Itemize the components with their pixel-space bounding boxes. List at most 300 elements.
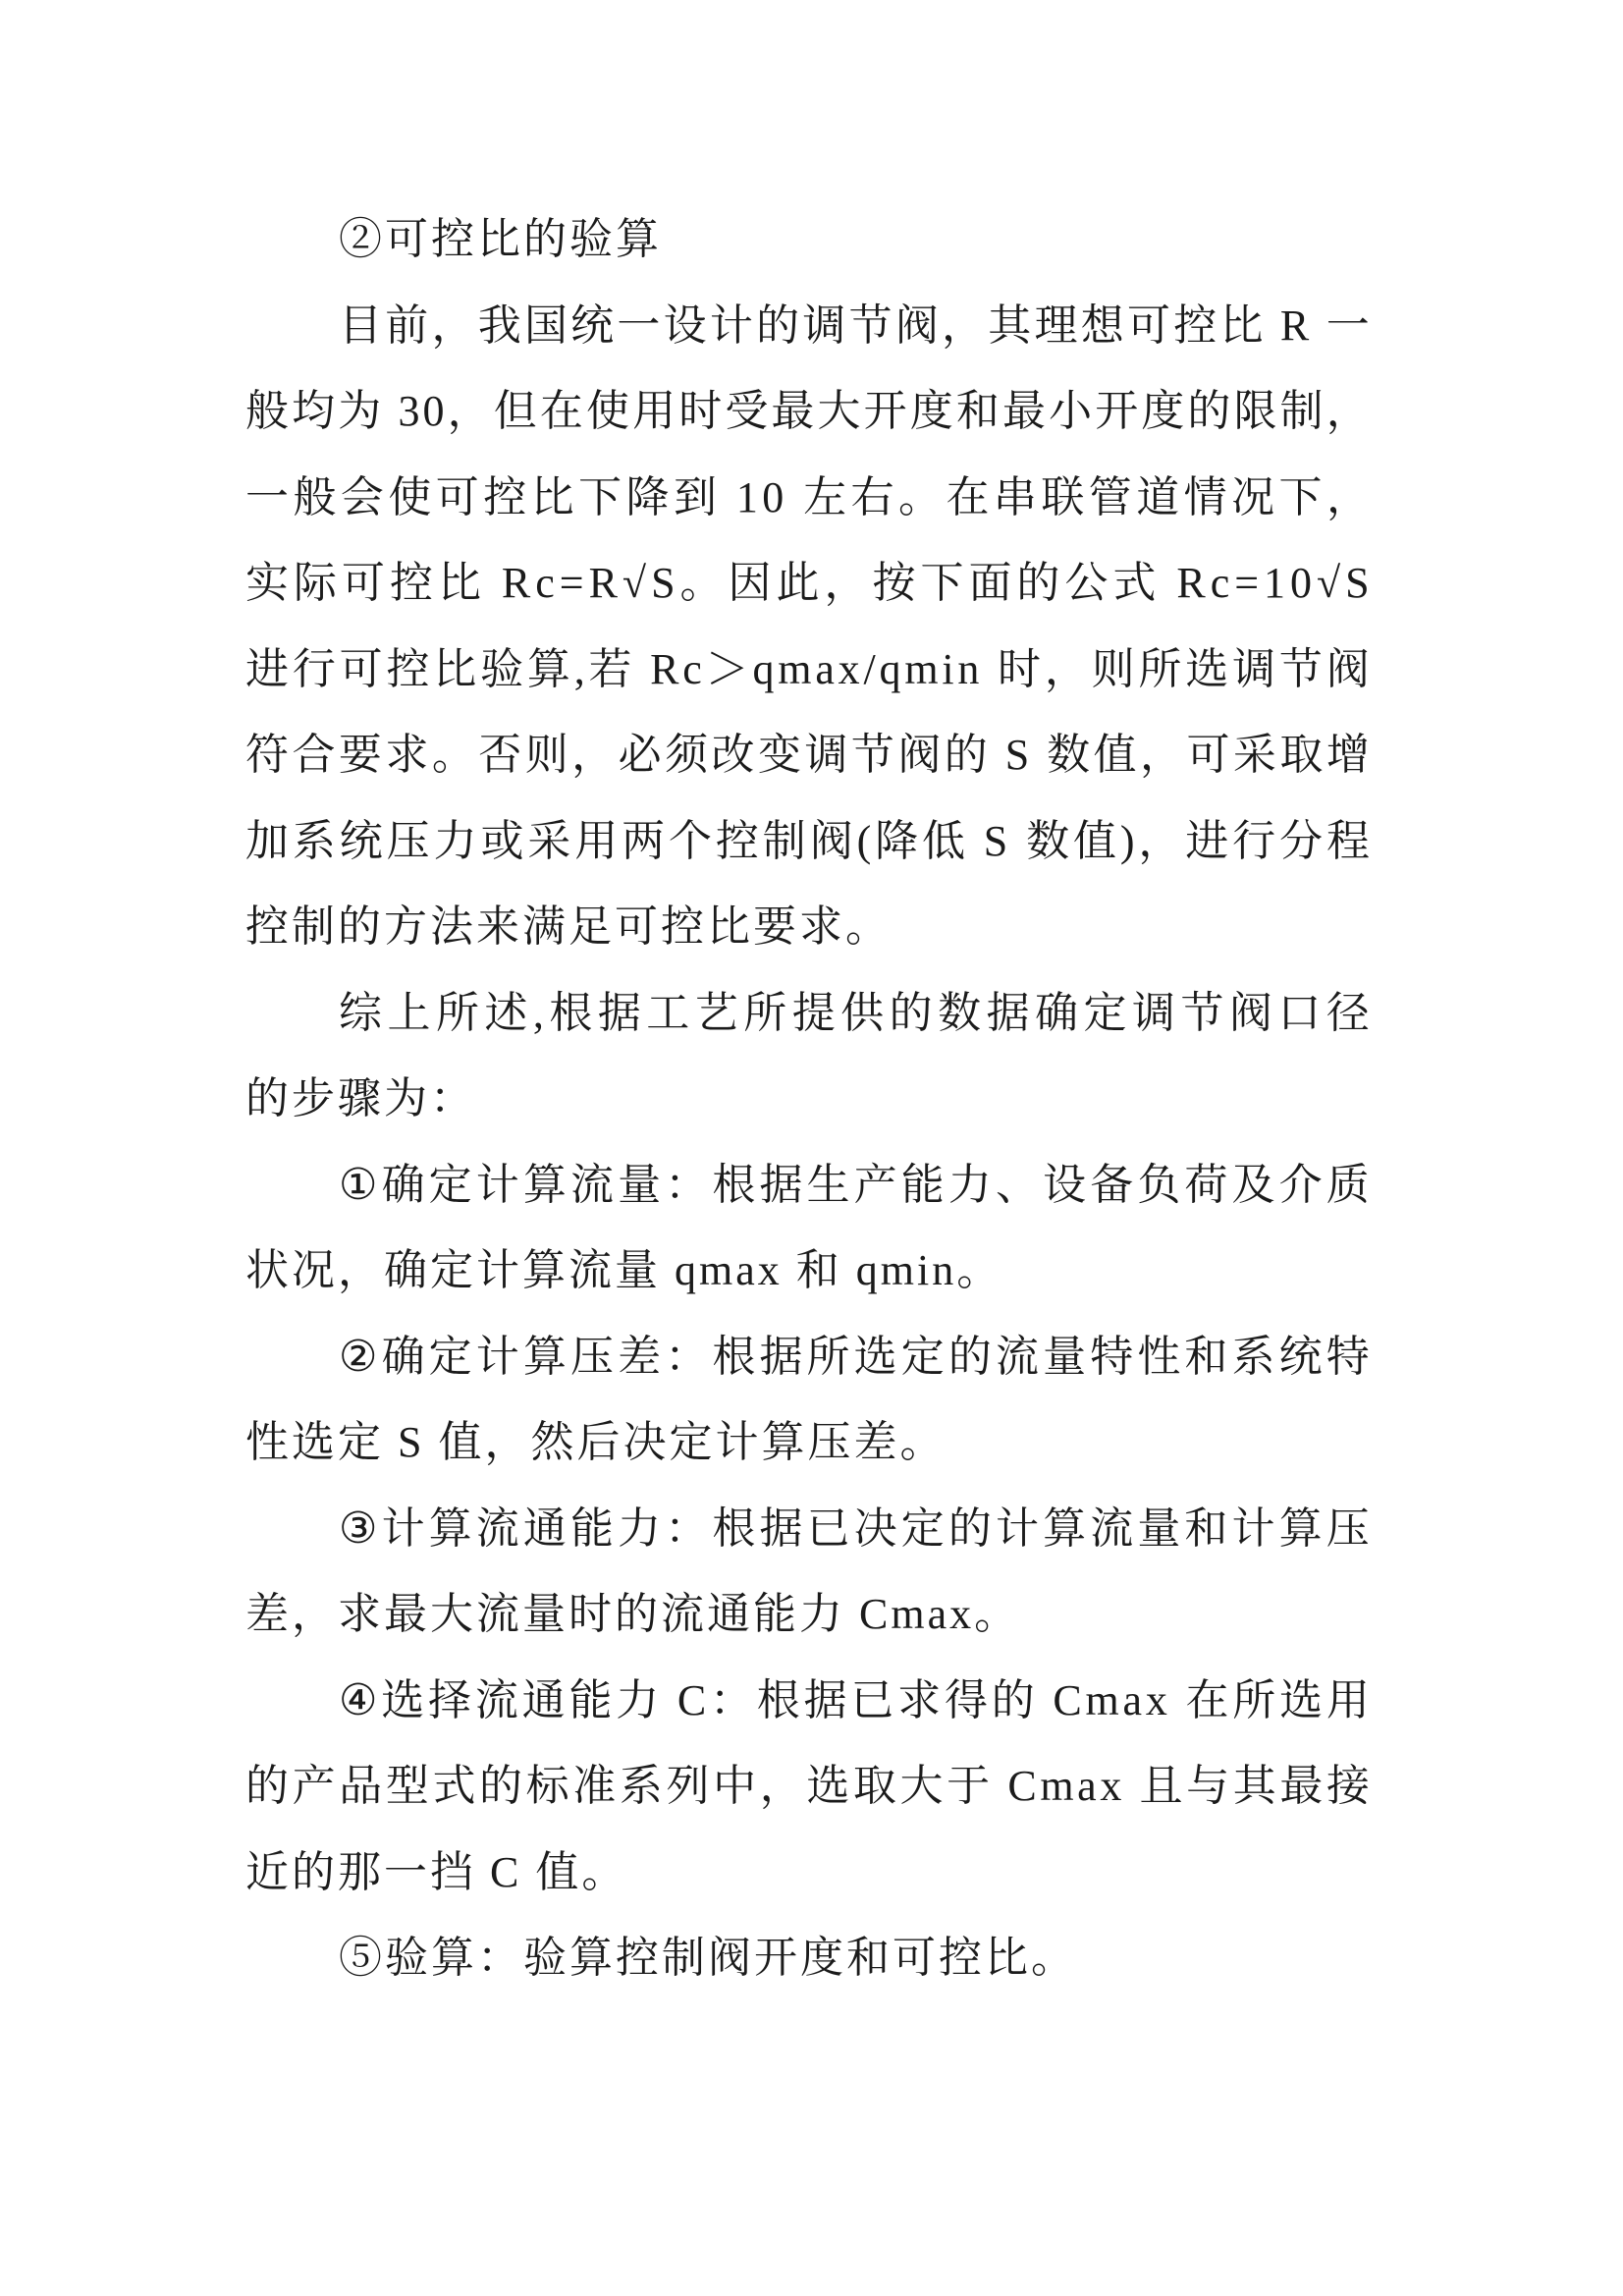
glyph: 特 — [1090, 1332, 1134, 1381]
glyph: 所 — [743, 988, 787, 1037]
glyph: m — [1085, 1675, 1119, 1724]
glyph — [1011, 798, 1022, 885]
glyph — [663, 1658, 674, 1744]
glyph: 但 — [493, 387, 537, 435]
glyph: 选 — [806, 1762, 850, 1810]
glyph: c — [1210, 559, 1230, 607]
glyph: 可 — [341, 559, 385, 607]
glyph: 为 — [338, 387, 382, 435]
glyph: 力 — [618, 1503, 662, 1553]
glyph: ： — [665, 1160, 709, 1209]
glyph: = — [1234, 559, 1260, 607]
glyph: 会 — [340, 472, 384, 521]
glyph: C — [676, 1675, 707, 1724]
glyph: 1 — [1264, 559, 1286, 607]
glyph: 右 — [850, 472, 894, 521]
glyph: ③ — [339, 1503, 378, 1553]
glyph: R — [1279, 301, 1310, 350]
glyph: 制 — [1279, 387, 1324, 435]
glyph: 流 — [570, 1160, 614, 1209]
text-line — [245, 283, 1370, 369]
glyph: / — [863, 644, 876, 693]
glyph: 定 — [1083, 988, 1127, 1037]
glyph: 节 — [1180, 988, 1224, 1037]
text-line: 近的那一挡 C 值。 — [245, 1847, 628, 1896]
glyph: 调 — [1131, 988, 1175, 1037]
glyph: 度 — [1141, 387, 1185, 435]
glyph: 其 — [1232, 1762, 1276, 1810]
glyph: 根 — [712, 1332, 756, 1381]
glyph: 力 — [616, 1675, 660, 1724]
glyph: 且 — [1139, 1762, 1183, 1810]
glyph: 、 — [995, 1160, 1039, 1209]
glyph: 统 — [570, 301, 615, 350]
glyph: 改 — [711, 731, 755, 779]
glyph: 否 — [478, 731, 522, 779]
glyph — [1033, 712, 1044, 798]
text-line: 状况，确定计算流量 qmax 和 qmin。 — [245, 1246, 1003, 1294]
glyph: ， — [431, 301, 475, 350]
glyph: 管 — [1088, 472, 1132, 521]
glyph: 必 — [618, 731, 662, 779]
glyph: 个 — [669, 816, 713, 865]
glyph: 压 — [570, 1332, 614, 1381]
text-block — [245, 196, 1370, 2001]
glyph: 道 — [1136, 472, 1180, 521]
glyph: 比 — [433, 644, 477, 693]
glyph: 算 — [522, 1160, 567, 1209]
glyph: , — [573, 644, 585, 693]
glyph — [486, 540, 497, 627]
text-line: ⑤验算：验算控制阀开度和可控比。 — [339, 1934, 1077, 1982]
glyph: 际 — [293, 559, 337, 607]
text-line: 差，求最大流量时的流通能力 Cmax。 — [245, 1590, 1021, 1638]
glyph: 进 — [245, 644, 289, 693]
glyph: 负 — [1137, 1160, 1181, 1209]
glyph: 均 — [292, 387, 336, 435]
glyph: 下 — [920, 559, 964, 607]
glyph: m — [778, 644, 812, 693]
glyph: 确 — [381, 1332, 425, 1381]
glyph: ① — [339, 1160, 378, 1209]
glyph: 量 — [1043, 1332, 1087, 1381]
glyph: C — [1007, 1762, 1037, 1810]
glyph: 据 — [597, 988, 641, 1037]
glyph: 定 — [900, 1503, 945, 1553]
glyph: c — [535, 559, 555, 607]
glyph: 其 — [988, 301, 1032, 350]
glyph: 已 — [850, 1675, 894, 1724]
glyph: 0 — [1290, 559, 1313, 607]
glyph: 符 — [245, 731, 289, 779]
glyph: ， — [824, 559, 868, 607]
glyph: 艺 — [694, 988, 738, 1037]
glyph: ④ — [339, 1675, 378, 1724]
glyph: 调 — [804, 731, 848, 779]
glyph: 及 — [1231, 1160, 1275, 1209]
glyph: 工 — [646, 988, 690, 1037]
glyph: 综 — [339, 988, 382, 1037]
glyph: 准 — [572, 1762, 617, 1810]
glyph: 两 — [622, 816, 666, 865]
glyph: 开 — [1095, 387, 1139, 435]
glyph: 低 — [922, 816, 966, 865]
glyph: 于 — [947, 1762, 991, 1810]
glyph: 下 — [1278, 472, 1323, 521]
glyph: 节 — [1278, 644, 1323, 693]
glyph: 接 — [1325, 1762, 1370, 1810]
glyph: 情 — [1183, 472, 1227, 521]
glyph: R — [650, 644, 679, 693]
glyph: 下 — [578, 472, 622, 521]
glyph: 。 — [431, 731, 475, 779]
glyph: 阀 — [1228, 988, 1272, 1037]
glyph: 荷 — [1184, 1160, 1228, 1209]
glyph: 品 — [339, 1762, 383, 1810]
glyph: 若 — [588, 644, 632, 693]
glyph: 计 — [1231, 1503, 1275, 1553]
glyph: S — [651, 559, 676, 607]
glyph: 最 — [771, 387, 815, 435]
glyph: 的 — [1187, 387, 1231, 435]
glyph: i — [942, 644, 954, 693]
glyph: 系 — [1231, 1332, 1275, 1381]
glyph: 变 — [757, 731, 801, 779]
glyph: 量 — [1137, 1503, 1181, 1553]
glyph: 据 — [803, 1675, 847, 1724]
glyph: 性 — [1137, 1332, 1181, 1381]
glyph: 提 — [791, 988, 836, 1037]
glyph: 统 — [1278, 1332, 1323, 1381]
glyph: 与 — [1186, 1762, 1230, 1810]
glyph: 受 — [725, 387, 769, 435]
glyph: 前 — [385, 301, 429, 350]
glyph: 计 — [475, 1332, 519, 1381]
glyph: ， — [1138, 816, 1182, 865]
glyph: 介 — [1278, 1160, 1323, 1209]
text-line — [245, 627, 1370, 713]
glyph: q — [879, 644, 901, 693]
glyph: 和 — [955, 387, 1000, 435]
glyph: 用 — [1325, 1675, 1370, 1724]
glyph: ， — [1044, 644, 1088, 693]
glyph: 调 — [1232, 644, 1276, 693]
glyph: 数 — [938, 988, 982, 1037]
glyph: 在 — [1185, 1675, 1229, 1724]
glyph: 数 — [1026, 816, 1070, 865]
glyph — [635, 627, 646, 713]
glyph: 的 — [245, 1762, 289, 1810]
glyph: 决 — [853, 1503, 897, 1553]
glyph: 时 — [678, 387, 723, 435]
glyph: 。 — [679, 559, 724, 607]
glyph: S — [1345, 559, 1370, 607]
glyph: 公 — [1064, 559, 1109, 607]
glyph: 。 — [898, 472, 942, 521]
glyph: 的 — [947, 1503, 992, 1553]
glyph: 择 — [428, 1675, 472, 1724]
glyph: 式 — [1112, 559, 1157, 607]
glyph: 节 — [850, 731, 894, 779]
glyph: 口 — [1277, 988, 1322, 1037]
glyph: 大 — [899, 1762, 944, 1810]
text-line — [245, 1658, 1370, 1744]
glyph: 制 — [762, 816, 806, 865]
glyph: 所 — [435, 988, 479, 1037]
glyph: 我 — [477, 301, 521, 350]
glyph: 计 — [381, 1503, 425, 1553]
glyph: 此 — [776, 559, 820, 607]
glyph: 型 — [385, 1762, 429, 1810]
glyph: 流 — [475, 1503, 519, 1553]
glyph: x — [1100, 1762, 1122, 1810]
glyph: 系 — [619, 1762, 663, 1810]
glyph: 行 — [1232, 816, 1276, 865]
glyph: 进 — [1185, 816, 1229, 865]
glyph: 可 — [1126, 301, 1170, 350]
glyph: 串 — [993, 472, 1037, 521]
glyph: 的 — [991, 1675, 1035, 1724]
glyph: 况 — [1231, 472, 1275, 521]
glyph: 实 — [245, 559, 289, 607]
glyph: 统 — [339, 816, 383, 865]
glyph: 流 — [1090, 1503, 1134, 1553]
glyph: 值 — [1072, 816, 1116, 865]
glyph: 求 — [385, 731, 429, 779]
glyph: 的 — [479, 1762, 523, 1810]
glyph: ： — [665, 1503, 709, 1553]
glyph: ： — [665, 1332, 709, 1381]
glyph: 使 — [585, 387, 629, 435]
glyph: 根 — [756, 1675, 800, 1724]
glyph: 能 — [568, 1675, 613, 1724]
glyph — [1161, 540, 1171, 627]
glyph: 最 — [1001, 387, 1046, 435]
glyph: 使 — [388, 472, 432, 521]
glyph: R — [501, 559, 531, 607]
glyph: 因 — [728, 559, 772, 607]
glyph: 程 — [1325, 816, 1370, 865]
glyph: ) — [1119, 816, 1135, 865]
glyph: 值 — [1093, 731, 1137, 779]
glyph: 面 — [968, 559, 1012, 607]
glyph: 标 — [525, 1762, 569, 1810]
glyph: 0 — [422, 387, 445, 435]
glyph — [969, 798, 980, 885]
glyph: 的 — [944, 731, 988, 779]
text-line — [245, 712, 1370, 798]
glyph: x — [838, 644, 860, 693]
glyph: 阀 — [897, 731, 942, 779]
glyph: 比 — [530, 472, 574, 521]
glyph: 差 — [618, 1332, 662, 1381]
glyph: 般 — [293, 472, 337, 521]
glyph: 度 — [909, 387, 953, 435]
glyph: a — [1077, 1762, 1097, 1810]
glyph: 力 — [947, 1160, 992, 1209]
glyph: 须 — [665, 731, 709, 779]
glyph — [384, 368, 395, 455]
glyph: 降 — [625, 472, 670, 521]
glyph: 在 — [946, 472, 990, 521]
glyph: 算 — [428, 1503, 472, 1553]
glyph: 上 — [387, 988, 431, 1037]
glyph: 目 — [339, 301, 382, 350]
text-line: 性选定 S 值，然后决定计算压差。 — [245, 1418, 947, 1466]
glyph: 通 — [522, 1503, 567, 1553]
glyph: 计 — [995, 1503, 1039, 1553]
glyph: 和 — [1184, 1332, 1228, 1381]
glyph: 选 — [1185, 644, 1229, 693]
glyph: , — [532, 988, 544, 1037]
glyph: 备 — [1090, 1160, 1134, 1209]
glyph: 大 — [817, 387, 861, 435]
glyph: C — [1053, 1675, 1082, 1724]
glyph — [991, 712, 1001, 798]
glyph: 在 — [539, 387, 583, 435]
glyph: 计 — [709, 301, 753, 350]
glyph: ， — [759, 1762, 803, 1810]
glyph: 的 — [756, 301, 800, 350]
glyph: 般 — [245, 387, 289, 435]
glyph: R — [1176, 559, 1206, 607]
glyph: 开 — [863, 387, 907, 435]
glyph: a — [1122, 1675, 1143, 1724]
glyph: 选 — [381, 1675, 425, 1724]
glyph: 用 — [574, 816, 619, 865]
glyph: 选 — [853, 1332, 897, 1381]
glyph: 增 — [1325, 731, 1370, 779]
glyph: 的 — [889, 988, 933, 1037]
glyph: 选 — [1279, 1675, 1324, 1724]
glyph: a — [815, 644, 835, 693]
glyph: 调 — [802, 301, 846, 350]
glyph: 联 — [1041, 472, 1085, 521]
glyph — [1267, 283, 1277, 369]
text-line — [245, 1314, 1370, 1400]
glyph: 据 — [759, 1503, 803, 1553]
glyph: 和 — [1184, 1503, 1228, 1553]
glyph: 生 — [806, 1160, 850, 1209]
glyph: 可 — [339, 644, 383, 693]
glyph: 采 — [527, 816, 571, 865]
glyph — [994, 1743, 1004, 1830]
glyph: ， — [1140, 731, 1183, 779]
glyph: x — [1145, 1675, 1167, 1724]
text-line — [245, 1142, 1370, 1229]
glyph: 中 — [713, 1762, 757, 1810]
text-line — [245, 1486, 1370, 1572]
glyph: √ — [1317, 559, 1341, 607]
glyph: 流 — [474, 1675, 518, 1724]
text-line — [245, 368, 1370, 455]
glyph — [1039, 1658, 1050, 1744]
glyph — [1125, 1743, 1136, 1830]
glyph: 控 — [715, 816, 759, 865]
glyph: 确 — [381, 1160, 425, 1209]
glyph — [788, 455, 799, 541]
glyph: 左 — [803, 472, 847, 521]
glyph: 0 — [762, 472, 784, 521]
text-line — [245, 455, 1370, 541]
glyph: 阀 — [1325, 644, 1370, 693]
glyph: 量 — [618, 1160, 662, 1209]
glyph: 力 — [433, 816, 477, 865]
glyph: 可 — [435, 472, 479, 521]
glyph: 则 — [524, 731, 568, 779]
glyph: 压 — [1325, 1503, 1370, 1553]
glyph: 所 — [1232, 1675, 1276, 1724]
glyph: 按 — [872, 559, 916, 607]
glyph: 限 — [1233, 387, 1277, 435]
glyph: 定 — [428, 1160, 472, 1209]
glyph — [721, 455, 731, 541]
glyph: 最 — [1279, 1762, 1324, 1810]
glyph: 3 — [398, 387, 420, 435]
glyph: 时 — [998, 644, 1042, 693]
text-line: 控制的方法来满足可控比要求。 — [245, 902, 892, 951]
glyph: 数 — [1047, 731, 1091, 779]
glyph: 得 — [944, 1675, 988, 1724]
glyph: ＞ — [705, 644, 749, 693]
glyph: 想 — [1080, 301, 1124, 350]
glyph: S — [1004, 731, 1030, 779]
glyph: 一 — [245, 472, 289, 521]
glyph: √ — [622, 559, 647, 607]
glyph: 取 — [1279, 731, 1324, 779]
text-line — [245, 540, 1370, 627]
glyph: R — [588, 559, 618, 607]
glyph: ， — [1325, 472, 1370, 521]
glyph: 用 — [632, 387, 676, 435]
glyph: 根 — [549, 988, 593, 1037]
glyph — [983, 627, 994, 713]
glyph: 产 — [292, 1762, 336, 1810]
glyph: 比 — [437, 559, 481, 607]
glyph: 算 — [522, 1332, 567, 1381]
glyph: = — [559, 559, 584, 607]
glyph: 已 — [806, 1503, 850, 1553]
glyph: 取 — [852, 1762, 896, 1810]
glyph: 据 — [759, 1332, 803, 1381]
glyph: m — [1040, 1762, 1074, 1810]
text-line — [245, 1743, 1370, 1830]
glyph: 比 — [1219, 301, 1264, 350]
glyph: 验 — [480, 644, 524, 693]
glyph: n — [957, 644, 980, 693]
glyph: 节 — [848, 301, 893, 350]
glyph: ， — [1325, 387, 1370, 435]
glyph: 定 — [428, 1332, 472, 1381]
glyph: 列 — [666, 1762, 710, 1810]
glyph: 流 — [995, 1332, 1039, 1381]
glyph: 小 — [1049, 387, 1093, 435]
glyph: 能 — [900, 1160, 945, 1209]
glyph: ： — [709, 1675, 753, 1724]
glyph: 算 — [1043, 1503, 1087, 1553]
glyph: 或 — [480, 816, 524, 865]
glyph: 阀 — [809, 816, 853, 865]
glyph: 能 — [570, 1503, 614, 1553]
glyph: 一 — [1325, 301, 1370, 350]
glyph: 算 — [1278, 1503, 1323, 1553]
glyph: 特 — [1325, 1332, 1370, 1381]
glyph: 通 — [521, 1675, 566, 1724]
glyph: 国 — [523, 301, 568, 350]
glyph: 径 — [1325, 988, 1370, 1037]
glyph: 据 — [986, 988, 1030, 1037]
glyph: 计 — [475, 1160, 519, 1209]
